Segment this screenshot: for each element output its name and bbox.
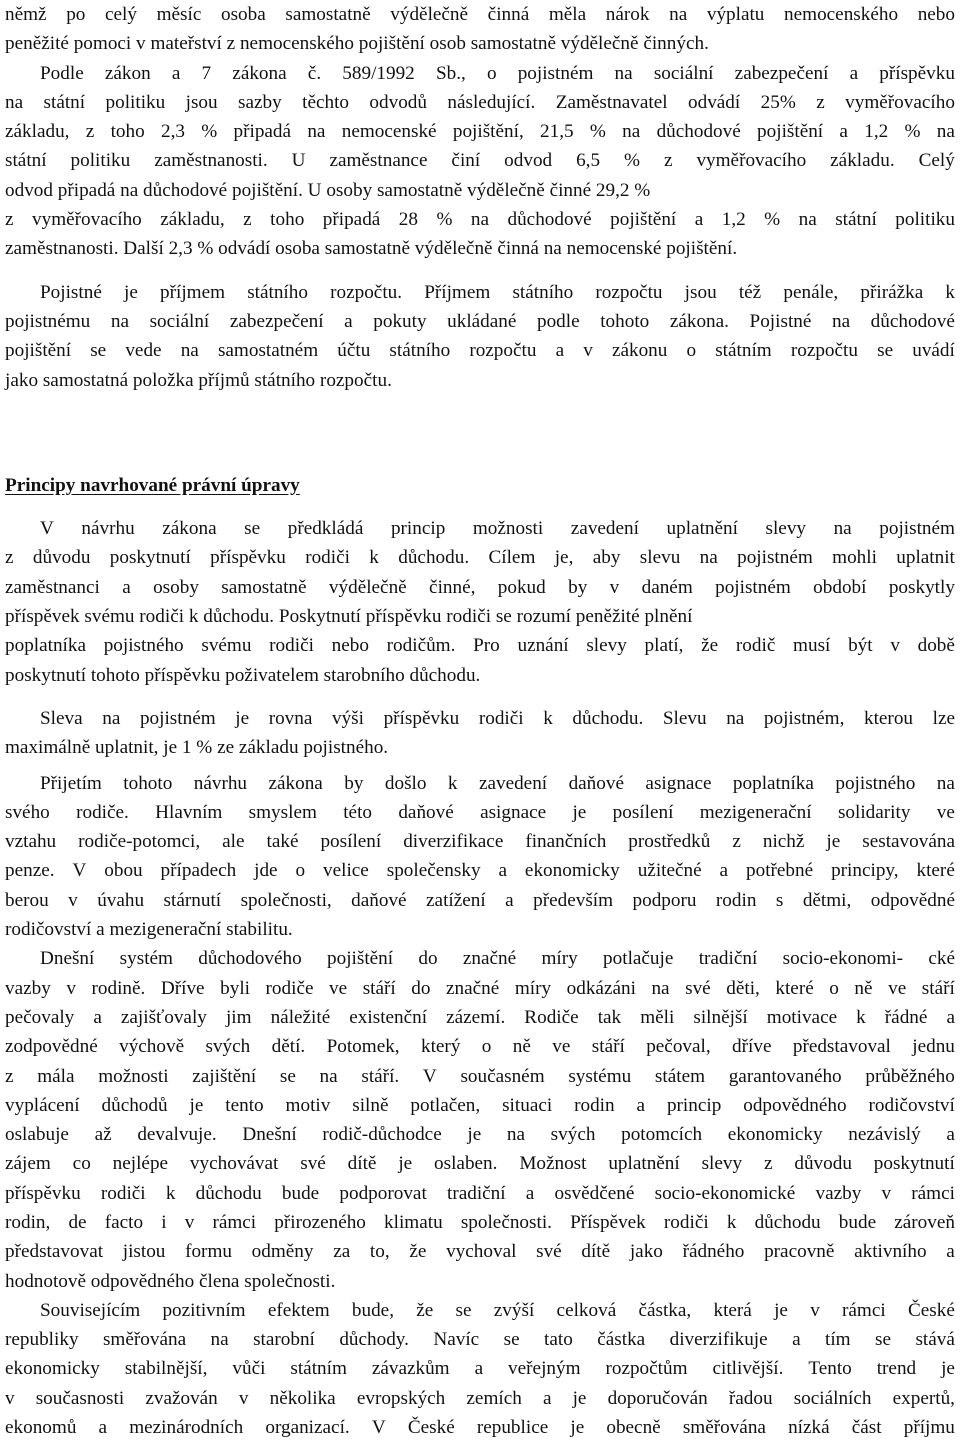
text-line: zaměstnanosti. Další 2,3 % odvádí osoba samostatně výdělečně činná na nemocenské pojištění. xyxy=(5,238,738,260)
text-line: peněžité pomoci v mateřství z nemocenského pojištění osob samostatně výdělečně činných. xyxy=(5,33,709,55)
text-line: zodpovědné výchově svých dětí. Potomek, který o ně ve stáří pečoval, dříve představoval jednu xyxy=(5,1036,955,1058)
text-line: Podle zákon a 7 zákona č. 589/1992 Sb., o pojistném na sociální zabezpečení a příspěvku xyxy=(40,62,955,84)
text-line: vyplácení důchodů je tento motiv silně potlačen, situaci rodin a princip odpovědného rodičovství xyxy=(5,1094,955,1116)
text-line: na státní politiku jsou sazby těchto odvodů následující. Zaměstnavatel odvádí 25% z vyměřovacího xyxy=(5,91,955,113)
text-line: jako samostatná položka příjmů státního rozpočtu. xyxy=(5,369,392,391)
text-line: zaměstnanci a osoby samostatně výdělečně činné, pokud by v daném pojistném období poskytly xyxy=(5,576,955,598)
text-line: z vyměřovacího základu, z toho připadá 28 % na důchodové pojištění a 1,2 % na státní politiku xyxy=(5,209,955,231)
text-line: v současnosti zvažován v několika evropských zemích a je doporučován řadou sociálních expertů, xyxy=(5,1387,955,1409)
text-line: berou v úvahu stárnutí společnosti, daňové zatížení a především podporu rodin s dětmi, odpovědné xyxy=(5,889,955,911)
text-line: Sleva na pojistném je rovna výši příspěvku rodiči k důchodu. Slevu na pojistném, kterou lze xyxy=(40,707,955,729)
text-line: maximálně uplatnit, je 1 % ze základu pojistného. xyxy=(5,737,389,759)
paragraph-4 xyxy=(5,514,955,690)
text-line: hodnotově odpovědného člena společnosti. xyxy=(5,1270,336,1292)
paragraph-3 xyxy=(5,278,955,395)
text-line: z mála možnosti zajištění se na stáří. V současném systému státem garantovaného průběžného xyxy=(5,1065,955,1087)
text-line: příspěvek svému rodiči k důchodu. Poskytnutí příspěvku rodiči se rozumí peněžité plnění xyxy=(5,606,693,628)
text-line: Souvisejícím pozitivním efektem bude, že se zvýší celková částka, která je v rámci České xyxy=(40,1299,955,1321)
text-line: penze. V obou případech jde o velice společensky a ekonomicky užitečné a potřebné principy, které xyxy=(5,860,955,882)
text-line: poplatníka pojistného svému rodiči nebo rodičům. Pro uznání slevy platí, že rodič musí být v době xyxy=(5,635,955,657)
text-line: V návrhu zákona se předkládá princip možnosti zavedení uplatnění slevy na pojistném xyxy=(40,518,955,540)
text-line: základu, z toho 2,3 % připadá na nemocenské pojištění, 21,5 % na důchodové pojištění a 1,2 % na xyxy=(5,121,955,143)
paragraph-5 xyxy=(5,704,955,763)
text-line: zájem co nejlépe vychovávat své dítě je oslaben. Možnost uplatnění slevy z důvodu poskytnutí xyxy=(5,1153,955,1175)
text-line: ekonomicky stabilnější, vůči státním závazkům a veřejným rozpočtům citlivější. Tento trend je xyxy=(5,1358,955,1380)
text-line: odvod připadá na důchodové pojištění. U osoby samostatně výdělečně činné 29,2 % xyxy=(5,179,651,201)
text-line: Přijetím tohoto návrhu zákona by došlo k zavedení daňové asignace poplatníka pojistného na xyxy=(40,772,955,794)
text-line: rodin, de facto i v rámci přirozeného klimatu společnosti. Příspěvek rodiči k důchodu bude zároveň xyxy=(5,1211,955,1233)
text-line: vazby v rodině. Dříve byli rodiče ve stáří do značné míry odkázáni na své děti, které o ně ve stáří xyxy=(5,977,955,999)
text-line: oslabuje až devalvuje. Dnešní rodič-důchodce je na svých potomcích ekonomicky nezávislý a xyxy=(5,1124,955,1146)
text-line: pojistnému na sociální zabezpečení a pokuty ukládané podle tohoto zákona. Pojistné na důchodové xyxy=(5,310,955,332)
text-line: Dnešní systém důchodového pojištění do značné míry potlačuje tradiční socio-ekonomi- cké xyxy=(40,948,955,970)
text-line: pojištění se vede na samostatném účtu státního rozpočtu a v zákonu o státním rozpočtu se uvádí xyxy=(5,340,955,362)
text-line: představovat jistou formu odměny za to, že vychoval své dítě jako řádného pracovně aktivního a xyxy=(5,1241,955,1263)
paragraph-1 xyxy=(5,0,955,59)
text-line: poskytnutí tohoto příspěvku poživatelem starobního důchodu. xyxy=(5,664,481,686)
document-page xyxy=(5,0,955,1442)
text-line: rodičovství a mezigenerační stabilitu. xyxy=(5,919,293,941)
paragraph-8 xyxy=(5,1296,955,1442)
text-line: republiky směřována na starobní důchody. Navíc se tato částka diverzifikuje a tím se stává xyxy=(5,1329,955,1351)
text-line: Pojistné je příjmem státního rozpočtu. Příjmem státního rozpočtu jsou též penále, přirážka k xyxy=(40,281,955,303)
text-line: příspěvku rodiči k důchodu bude podporovat tradiční a osvědčené socio-ekonomické vazby v rámci xyxy=(5,1182,955,1204)
text-line: vztahu rodiče-potomci, ale také posílení diverzifikace finančních prostředků z nichž je sestavována xyxy=(5,831,955,853)
text-line: svého rodiče. Hlavním smyslem této daňové asignace je posílení mezigenerační solidarity ve xyxy=(5,801,955,823)
paragraph-2 xyxy=(5,59,955,264)
text-line: ekonomů a mezinárodních organizací. V České republice je obecně směřována nízká část příjmu xyxy=(5,1417,955,1439)
text-line: státní politiku zaměstnanosti. U zaměstnance činí odvod 6,5 % z vyměřovacího základu. Celý xyxy=(5,150,955,172)
paragraph-7 xyxy=(5,944,955,1296)
section-heading: Principy navrhované právní úpravy xyxy=(5,474,300,496)
text-line: z důvodu poskytnutí příspěvku rodiči k důchodu. Cílem je, aby slevu na pojistném mohli uplatnit xyxy=(5,547,955,569)
text-line: němž po celý měsíc osoba samostatně výdělečně činná měla nárok na výplatu nemocenského nebo xyxy=(5,4,955,25)
text-line: pečovaly a zajišťovaly jim náležité existenční zázemí. Rodiče tak měli silnější motivace k řádné a xyxy=(5,1006,955,1028)
paragraph-6 xyxy=(5,769,955,945)
